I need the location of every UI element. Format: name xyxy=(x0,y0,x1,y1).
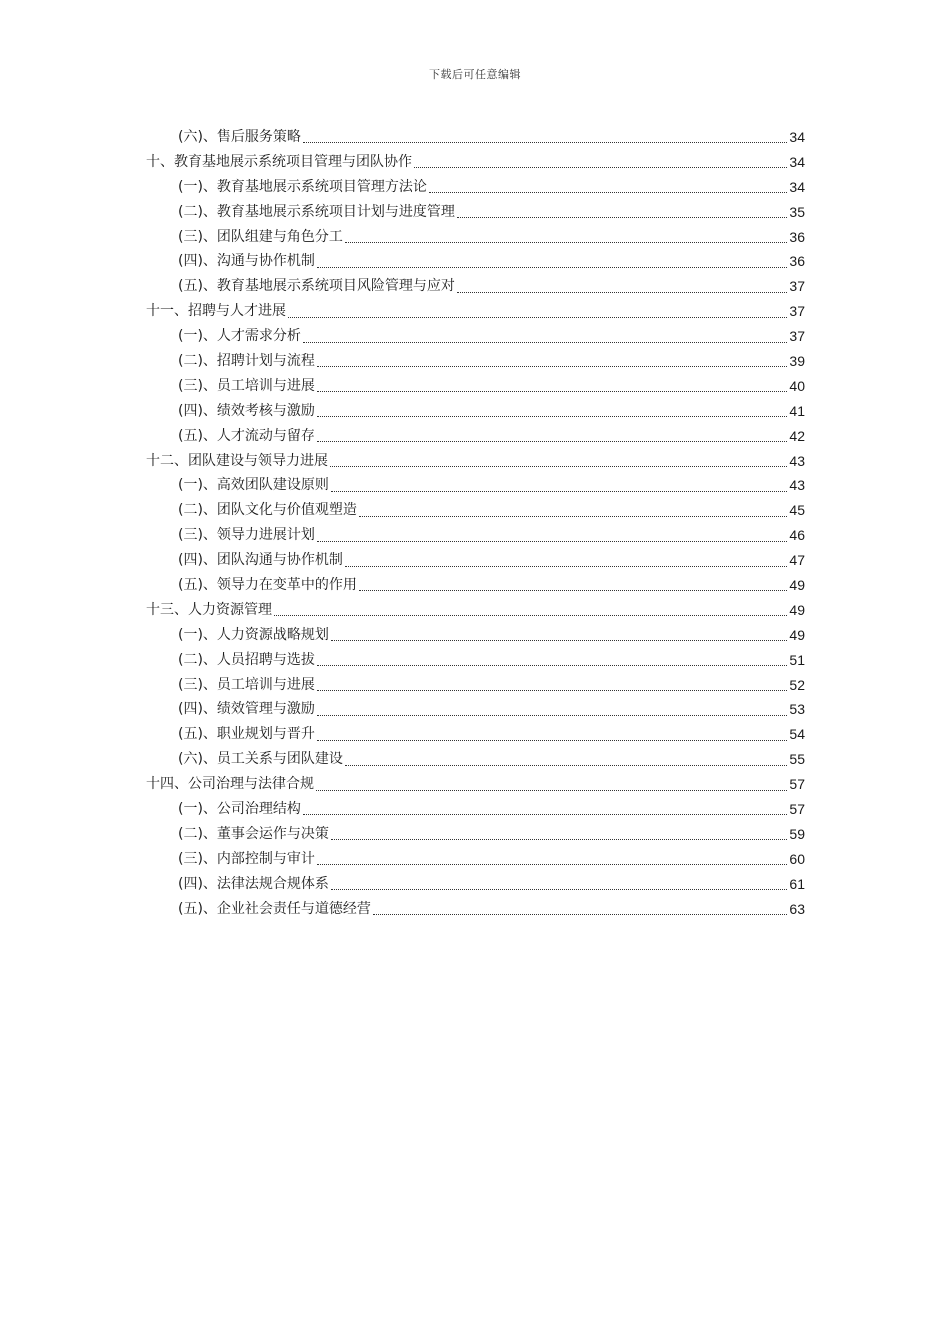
toc-entry-title: (一)、公司治理结构 xyxy=(178,801,301,818)
toc-dot-leader xyxy=(317,267,787,268)
toc-entry-title: (四)、绩效考核与激励 xyxy=(178,402,315,419)
toc-dot-leader xyxy=(303,142,787,143)
toc-dot-leader xyxy=(331,889,787,890)
toc-section-entry[interactable] xyxy=(178,498,805,523)
toc-entry-title: (三)、团队组建与角色分工 xyxy=(178,228,343,245)
toc-page-number: 37 xyxy=(789,278,805,295)
toc-dot-leader xyxy=(331,491,787,492)
toc-dot-leader xyxy=(345,242,787,243)
toc-chapter-entry[interactable] xyxy=(146,299,805,324)
toc-entry-title: 十、教育基地展示系统项目管理与团队协作 xyxy=(146,153,412,170)
toc-page-number: 43 xyxy=(789,477,805,494)
table-of-contents xyxy=(0,125,950,922)
toc-dot-leader xyxy=(303,814,787,815)
toc-dot-leader xyxy=(317,864,787,865)
toc-page-number: 34 xyxy=(789,129,805,145)
toc-section-entry[interactable] xyxy=(178,747,805,772)
toc-dot-leader xyxy=(330,466,787,467)
toc-dot-leader xyxy=(317,391,787,392)
toc-dot-leader xyxy=(414,167,787,168)
toc-dot-leader xyxy=(429,192,787,193)
toc-entry-title: 十二、团队建设与领导力进展 xyxy=(146,452,328,469)
toc-dot-leader xyxy=(317,416,787,417)
toc-entry-title: (五)、教育基地展示系统项目风险管理与应对 xyxy=(178,278,455,295)
toc-section-entry[interactable] xyxy=(178,847,805,872)
toc-page-number: 41 xyxy=(789,402,805,419)
toc-section-entry[interactable] xyxy=(178,548,805,573)
toc-entry-title: 十一、招聘与人才进展 xyxy=(146,303,286,320)
toc-section-entry[interactable] xyxy=(178,324,805,349)
toc-page-number: 54 xyxy=(789,726,805,743)
download-editable-note: 下载后可任意编辑 xyxy=(429,68,521,81)
toc-section-entry[interactable] xyxy=(178,200,805,225)
toc-dot-leader xyxy=(316,790,787,791)
toc-dot-leader xyxy=(359,516,787,517)
toc-chapter-entry[interactable] xyxy=(146,150,805,175)
toc-section-entry[interactable] xyxy=(178,374,805,399)
toc-page-number: 47 xyxy=(789,552,805,569)
toc-page-number: 46 xyxy=(789,527,805,544)
toc-dot-leader xyxy=(331,640,787,641)
toc-entry-title: (一)、人才需求分析 xyxy=(178,328,301,345)
toc-page-number: 34 xyxy=(789,178,805,195)
toc-entry-title: (三)、内部控制与审计 xyxy=(178,850,315,867)
toc-page-number: 35 xyxy=(789,203,805,220)
toc-section-entry[interactable] xyxy=(178,648,805,673)
toc-entry-title: (二)、董事会运作与决策 xyxy=(178,825,329,842)
toc-entry-title: (三)、员工培训与进展 xyxy=(178,377,315,394)
toc-entry-title: (一)、高效团队建设原则 xyxy=(178,477,329,494)
toc-section-entry[interactable] xyxy=(178,623,805,648)
toc-page-number: 37 xyxy=(789,303,805,320)
toc-chapter-entry[interactable] xyxy=(146,598,805,623)
toc-dot-leader xyxy=(373,914,787,915)
toc-entry-title: (六)、售后服务策略 xyxy=(178,129,301,145)
toc-entry-title: (四)、绩效管理与激励 xyxy=(178,701,315,718)
toc-dot-leader xyxy=(457,217,787,218)
toc-entry-title: (一)、人力资源战略规划 xyxy=(178,626,329,643)
toc-page-number: 52 xyxy=(789,676,805,693)
toc-dot-leader xyxy=(274,615,787,616)
toc-section-entry[interactable] xyxy=(178,697,805,722)
toc-section-entry[interactable] xyxy=(178,424,805,449)
toc-page-number: 37 xyxy=(789,328,805,345)
toc-dot-leader xyxy=(317,541,787,542)
toc-dot-leader xyxy=(317,690,787,691)
toc-section-entry[interactable] xyxy=(178,225,805,250)
toc-entry-title: (五)、人才流动与留存 xyxy=(178,427,315,444)
toc-dot-leader xyxy=(317,740,787,741)
toc-dot-leader xyxy=(303,342,787,343)
toc-dot-leader xyxy=(345,566,787,567)
toc-section-entry[interactable] xyxy=(178,573,805,598)
toc-chapter-entry[interactable] xyxy=(146,772,805,797)
toc-entry-title: (二)、人员招聘与选拔 xyxy=(178,651,315,668)
toc-section-entry[interactable] xyxy=(178,822,805,847)
toc-entry-title: (三)、员工培训与进展 xyxy=(178,676,315,693)
toc-section-entry[interactable] xyxy=(178,473,805,498)
toc-page-number: 34 xyxy=(789,153,805,170)
toc-page-number: 63 xyxy=(789,900,805,917)
toc-page-number: 36 xyxy=(789,228,805,245)
toc-dot-leader xyxy=(359,590,787,591)
toc-section-entry[interactable] xyxy=(178,249,805,274)
toc-dot-leader xyxy=(317,366,787,367)
toc-chapter-entry[interactable] xyxy=(146,449,805,474)
toc-dot-leader xyxy=(457,292,787,293)
toc-page-number: 53 xyxy=(789,701,805,718)
toc-section-entry[interactable] xyxy=(178,872,805,897)
toc-entry-title: (一)、教育基地展示系统项目管理方法论 xyxy=(178,178,427,195)
toc-page-number: 60 xyxy=(789,850,805,867)
toc-page-number: 36 xyxy=(789,253,805,270)
toc-page-number: 59 xyxy=(789,825,805,842)
toc-dot-leader xyxy=(317,715,787,716)
toc-dot-leader xyxy=(317,441,787,442)
toc-section-entry[interactable] xyxy=(178,349,805,374)
toc-page-number: 57 xyxy=(789,776,805,793)
toc-section-entry[interactable] xyxy=(178,722,805,747)
toc-entry-title: (五)、领导力在变革中的作用 xyxy=(178,577,357,594)
toc-section-entry[interactable] xyxy=(178,125,805,150)
toc-entry-title: (二)、招聘计划与流程 xyxy=(178,353,315,370)
toc-dot-leader xyxy=(345,765,787,766)
toc-entry-title: 十三、人力资源管理 xyxy=(146,601,272,618)
toc-entry-title: (二)、教育基地展示系统项目计划与进度管理 xyxy=(178,203,455,220)
toc-dot-leader xyxy=(331,839,787,840)
toc-section-entry[interactable] xyxy=(178,673,805,698)
toc-page-number: 49 xyxy=(789,577,805,594)
toc-dot-leader xyxy=(288,317,787,318)
toc-page-number: 49 xyxy=(789,626,805,643)
toc-entry-title: (四)、沟通与协作机制 xyxy=(178,253,315,270)
toc-page-number: 49 xyxy=(789,601,805,618)
toc-dot-leader xyxy=(317,665,787,666)
toc-entry-title: (三)、领导力进展计划 xyxy=(178,527,315,544)
toc-section-entry[interactable] xyxy=(178,523,805,548)
toc-page-number: 43 xyxy=(789,452,805,469)
toc-page-number: 51 xyxy=(789,651,805,668)
toc-entry-title: (五)、企业社会责任与道德经营 xyxy=(178,900,371,917)
toc-entry-title: (四)、法律法规合规体系 xyxy=(178,875,329,892)
toc-page-number: 39 xyxy=(789,353,805,370)
toc-page-number: 55 xyxy=(789,751,805,768)
toc-entry-title: (四)、团队沟通与协作机制 xyxy=(178,552,343,569)
toc-page-number: 40 xyxy=(789,377,805,394)
toc-page-number: 61 xyxy=(789,875,805,892)
toc-section-entry[interactable] xyxy=(178,175,805,200)
toc-page-number: 57 xyxy=(789,801,805,818)
toc-entry-title: (二)、团队文化与价值观塑造 xyxy=(178,502,357,519)
toc-page-number: 42 xyxy=(789,427,805,444)
toc-section-entry[interactable] xyxy=(178,274,805,299)
toc-section-entry[interactable] xyxy=(178,897,805,922)
toc-section-entry[interactable] xyxy=(178,399,805,424)
toc-entry-title: (五)、职业规划与晋升 xyxy=(178,726,315,743)
toc-entry-title: 十四、公司治理与法律合规 xyxy=(146,776,314,793)
toc-page-number: 45 xyxy=(789,502,805,519)
toc-section-entry[interactable] xyxy=(178,797,805,822)
toc-entry-title: (六)、员工关系与团队建设 xyxy=(178,751,343,768)
